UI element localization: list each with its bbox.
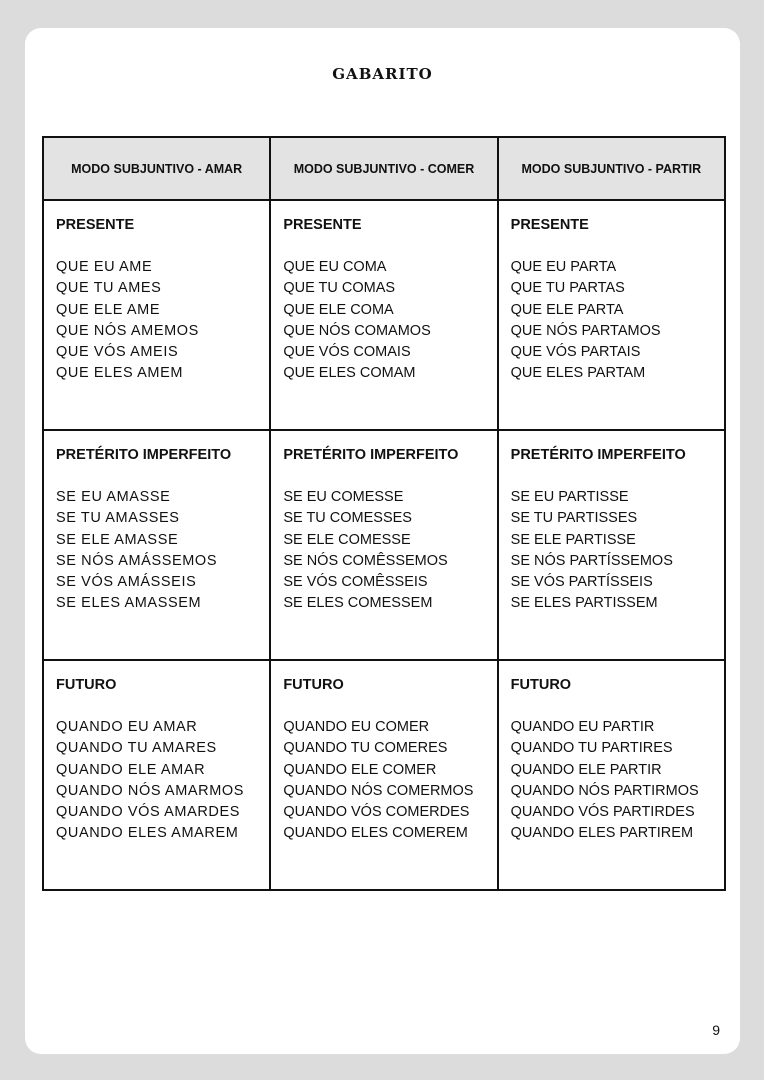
- conjugation-line: SE EU COMESSE: [283, 489, 404, 506]
- conjugation-line: QUE VÓS COMAIS: [283, 344, 411, 361]
- conjugation-line: QUE EU COMA: [283, 259, 387, 276]
- conjugation-line: SE TU COMESSES: [283, 510, 412, 527]
- page-number: 9: [712, 1022, 720, 1038]
- tense-heading: FUTURO: [283, 677, 344, 693]
- conjugation-line: SE TU PARTISSES: [510, 510, 638, 527]
- conjugation-line: SE TU AMASSES: [56, 510, 180, 527]
- conjugation-line: SE NÓS COMÊSSEMOS: [283, 552, 448, 569]
- table-body: [43, 200, 725, 890]
- table-row: [43, 660, 725, 890]
- conjugation-line: SE VÓS COMÊSSEIS: [283, 574, 428, 591]
- conjugation-line: SE VÓS PARTÍSSEIS: [510, 574, 653, 591]
- table-header-row: [43, 137, 725, 200]
- conjugation-line: QUANDO TU PARTIRES: [510, 740, 673, 757]
- page-sheet: [25, 28, 740, 1054]
- conjugation-line: QUE TU PARTAS: [510, 280, 625, 297]
- conjugation-line: QUANDO ELES COMEREM: [283, 825, 468, 842]
- table-cell-amar: [43, 200, 270, 430]
- conjugation-line: QUANDO NÓS COMERMOS: [283, 782, 474, 799]
- conjugation-line: SE ELES COMESSEM: [283, 595, 433, 612]
- table-cell-partir: [498, 200, 725, 430]
- conjugation-line: QUE ELES PARTAM: [510, 365, 646, 382]
- conjugation-table: [42, 136, 726, 891]
- conjugation-line: QUANDO ELES AMAREM: [56, 825, 239, 842]
- conjugation-line: SE ELE PARTISSE: [510, 531, 636, 548]
- conjugation-line: QUANDO TU COMERES: [283, 740, 448, 757]
- conjugation-line: SE ELES AMASSEM: [56, 595, 202, 612]
- conjugation-line: QUANDO VÓS AMARDES: [56, 804, 241, 821]
- table-cell-amar: [43, 430, 270, 660]
- tense-heading: PRETÉRITO IMPERFEITO: [283, 447, 459, 463]
- conjugation-line: SE VÓS AMÁSSEIS: [56, 574, 197, 591]
- conjugation-line: QUANDO NÓS AMARMOS: [56, 782, 245, 799]
- conjugation-line: QUE NÓS AMEMOS: [56, 322, 199, 339]
- conjugation-line: QUANDO TU AMARES: [56, 740, 217, 757]
- tense-heading: PRESENTE: [510, 217, 589, 233]
- table-cell-comer: [270, 660, 497, 890]
- conjugation-line: QUANDO ELE AMAR: [56, 761, 206, 778]
- conjugation-line: SE ELES PARTISSEM: [510, 595, 658, 612]
- column-header-partir: MODO SUBJUNTIVO - PARTIR: [498, 137, 725, 200]
- conjugation-line: QUANDO ELE PARTIR: [510, 761, 662, 778]
- tense-heading: PRETÉRITO IMPERFEITO: [510, 447, 686, 463]
- conjugation-line: QUANDO EU PARTIR: [510, 719, 655, 736]
- tense-heading: PRETÉRITO IMPERFEITO: [56, 447, 232, 463]
- conjugation-line: QUE ELE PARTA: [510, 301, 624, 318]
- conjugation-line: QUE ELES COMAM: [283, 365, 416, 382]
- table-cell-comer: [270, 200, 497, 430]
- conjugation-line: SE EU PARTISSE: [510, 489, 629, 506]
- table-cell-comer: [270, 430, 497, 660]
- conjugation-line: QUANDO ELES PARTIREM: [510, 825, 694, 842]
- conjugation-line: SE EU AMASSE: [56, 489, 171, 506]
- conjugation-line: QUANDO NÓS PARTIRMOS: [510, 782, 699, 799]
- table-cell-partir: [498, 660, 725, 890]
- table-row: [43, 200, 725, 430]
- table-row: [43, 430, 725, 660]
- conjugation-line: QUANDO VÓS COMERDES: [283, 804, 470, 821]
- conjugation-line: QUE TU COMAS: [283, 280, 396, 297]
- conjugation-line: QUANDO EU COMER: [283, 719, 430, 736]
- conjugation-line: QUE NÓS PARTAMOS: [510, 322, 661, 339]
- conjugation-line: SE ELE COMESSE: [283, 531, 411, 548]
- page-title: GABARITO: [332, 65, 433, 83]
- column-header-amar: MODO SUBJUNTIVO - AMAR: [43, 137, 270, 200]
- column-header-comer: MODO SUBJUNTIVO - COMER: [270, 137, 497, 200]
- conjugation-line: SE NÓS AMÁSSEMOS: [56, 552, 218, 569]
- conjugation-line: QUE ELES AMEM: [56, 365, 184, 382]
- conjugation-line: QUE EU AME: [56, 259, 153, 276]
- conjugation-line: SE NÓS PARTÍSSEMOS: [510, 552, 673, 569]
- conjugation-line: QUE TU AMES: [56, 280, 162, 297]
- conjugation-line: QUANDO ELE COMER: [283, 761, 437, 778]
- conjugation-line: QUE ELE AME: [56, 301, 161, 318]
- conjugation-line: QUE ELE COMA: [283, 301, 394, 318]
- conjugation-line: QUE VÓS AMEIS: [56, 344, 179, 361]
- table-cell-partir: [498, 430, 725, 660]
- tense-heading: FUTURO: [56, 677, 117, 693]
- conjugation-line: QUE VÓS PARTAIS: [510, 344, 641, 361]
- table-cell-amar: [43, 660, 270, 890]
- tense-heading: PRESENTE: [283, 217, 362, 233]
- tense-heading: FUTURO: [510, 677, 572, 693]
- conjugation-line: QUANDO VÓS PARTIRDES: [510, 804, 695, 821]
- conjugation-line: QUANDO EU AMAR: [56, 719, 198, 736]
- conjugation-line: QUE NÓS COMAMOS: [283, 322, 431, 339]
- conjugation-line: QUE EU PARTA: [510, 259, 617, 276]
- tense-heading: PRESENTE: [56, 217, 135, 233]
- conjugation-line: SE ELE AMASSE: [56, 531, 179, 548]
